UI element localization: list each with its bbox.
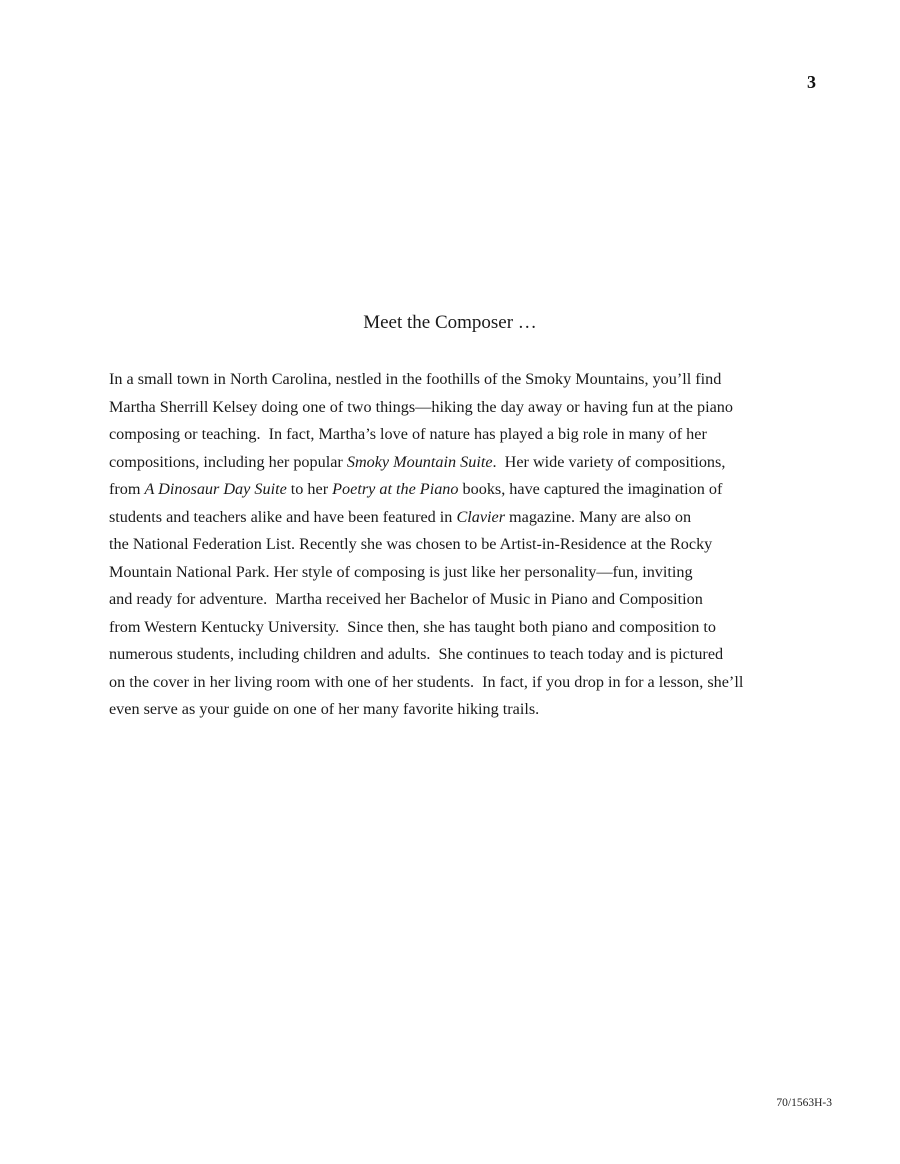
catalog-number: 70/1563H-3 [776,1097,832,1109]
bio-text: . Her wide variety of compositions, [492,452,726,471]
bio-line [109,421,809,449]
work-title: Poetry at the Piano [332,480,459,498]
bio-text: Mountain National Park. Her style of composing is just like her personality—fun, inviting [109,562,693,581]
bio-text: books, have captured the imagination of [458,480,723,498]
bio-line [109,476,809,504]
section-heading: Meet the Composer … [363,312,537,333]
bio-line [109,614,809,642]
bio-text: compositions, including her popular [109,452,347,471]
bio-line [109,394,809,422]
bio-line [109,669,809,697]
page-number: 3 [807,72,816,92]
bio-line [109,531,809,559]
bio-text: from [109,480,145,498]
work-title: Clavier [456,507,505,526]
bio-text: even serve as your guide on one of her many favorite hiking trails. [109,700,540,718]
work-title: A Dinosaur Day Suite [144,480,287,498]
composer-bio-paragraph [109,366,809,724]
bio-text: magazine. Many are also on [505,507,692,526]
work-title: Smoky Mountain Suite [346,452,493,471]
bio-line [109,641,809,669]
bio-line [109,696,809,724]
bio-text: the National Federation List. Recently she was chosen to be Artist-in-Residence at the Rocky [109,535,713,553]
bio-line [109,366,809,394]
bio-text: students and teachers alike and have been featured in [109,507,457,526]
bio-line [109,504,809,532]
bio-text: composing or teaching. In fact, Martha’s love of nature has played a big role in many of her [109,425,707,443]
bio-text: from Western Kentucky University. Since then, she has taught both piano and composition to [109,617,716,636]
bio-line [109,559,809,587]
bio-line [109,586,809,614]
bio-text: to her [286,480,333,498]
bio-text: on the cover in her living room with one of her students. In fact, if you drop in for a lesson, she’ll [109,672,744,691]
bio-text: numerous students, including children and adults. She continues to teach today and is pictured [109,645,724,663]
bio-text: and ready for adventure. Martha received her Bachelor of Music in Piano and Composition [109,590,703,608]
bio-line [109,449,809,477]
bio-text: In a small town in North Carolina, nestled in the foothills of the Smoky Mountains, you’ll find [109,370,722,388]
bio-text: Martha Sherrill Kelsey doing one of two things—hiking the day away or having fun at the piano [109,397,733,416]
